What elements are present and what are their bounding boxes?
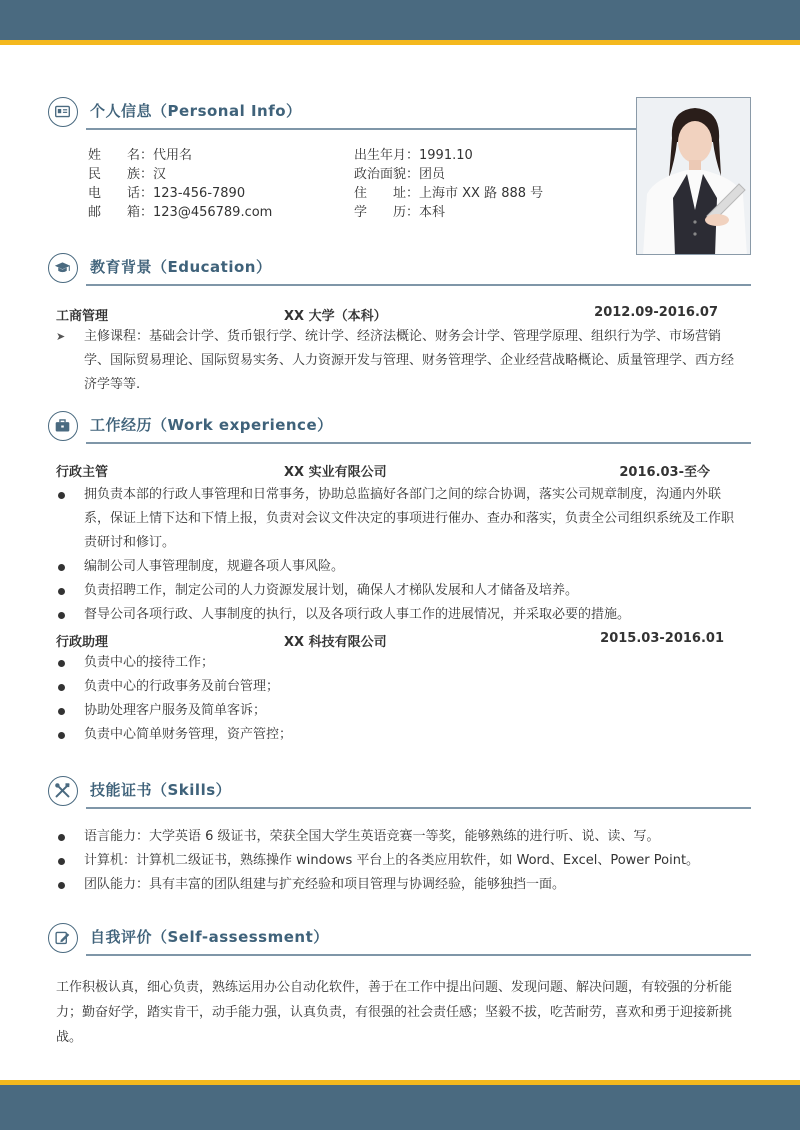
id-card-icon <box>48 97 78 127</box>
info-degree: 学 历：本科 <box>354 205 446 220</box>
info-address: 住 址：上海市 XX 路 888 号 <box>354 186 544 201</box>
duty-text: 拥负责本部的行政人事管理和日常事务，协助总监搞好各部门之间的综合协调，落实公司规章制度，沟通内外联系，保证上情下达和下情上报，负责对会议文件决定的事项进行催办、查办和落实，负责全公司组织系统及工作职责研讨和修订。 <box>84 487 735 550</box>
personal-info-rule <box>86 128 684 130</box>
education-courses: 主修课程：基础会计学、货币银行学、统计学、经济法概论、财务会计学、管理学原理、组织行为学、市场营销学、国际贸易理论、国际贸易实务、人力资源开发与管理、财务管理学、企业经营战略概论、质量管理学、西方经济学等等. <box>84 329 735 392</box>
info-birth: 出生年月：1991.10 <box>354 148 473 163</box>
list-item <box>56 675 746 699</box>
skills-list <box>56 825 746 897</box>
duty-text: 编制公司人事管理制度，规避各项人事风险。 <box>84 559 345 574</box>
list-item <box>56 699 746 723</box>
job-period: 2016.03-至今 <box>619 465 710 480</box>
duty-text: 负责招聘工作，制定公司的人力资源发展计划，确保人才梯队发展和人才储备及培养。 <box>84 583 579 598</box>
duty-text: 协助处理客户服务及简单客诉； <box>84 703 267 718</box>
self-assessment-rule <box>86 954 751 956</box>
info-ethnicity: 民 族：汉 <box>88 167 167 182</box>
list-item <box>56 483 746 555</box>
bullet-dot-icon <box>58 492 65 499</box>
education-courses-block <box>56 325 746 397</box>
bullet-dot-icon <box>58 588 65 595</box>
duty-text: 负责中心的接待工作； <box>84 655 215 670</box>
graduation-cap-icon <box>48 253 78 283</box>
education-row <box>56 305 746 323</box>
bullet-dot-icon <box>58 732 65 739</box>
work-experience-title: 工作经历（Work experience） <box>90 416 333 434</box>
list-item <box>56 825 746 849</box>
education-title: 教育背景（Education） <box>90 258 272 276</box>
list-item <box>56 723 746 747</box>
list-item <box>56 325 746 397</box>
job-duties-list <box>56 483 746 627</box>
work-experience-rule <box>86 442 751 444</box>
profile-photo <box>636 97 751 255</box>
bullet-dot-icon <box>58 564 65 571</box>
arrow-bullet-icon: ➤ <box>56 330 66 343</box>
skills-rule <box>86 807 751 809</box>
info-email: 邮 箱：123@456789.com <box>88 205 273 220</box>
education-major: 工商管理 <box>56 309 109 324</box>
education-rule <box>86 284 751 286</box>
bullet-dot-icon <box>58 612 65 619</box>
job-company: XX 科技有限公司 <box>284 635 387 650</box>
job-period: 2015.03-2016.01 <box>600 631 724 646</box>
briefcase-icon <box>48 411 78 441</box>
list-item <box>56 873 746 897</box>
info-name: 姓 名：代用名 <box>88 148 193 163</box>
job-position: 行政主管 <box>56 465 109 480</box>
info-phone: 电 话：123-456-7890 <box>88 186 246 201</box>
bullet-dot-icon <box>58 708 65 715</box>
duty-text: 负责中心简单财务管理，资产管控； <box>84 727 293 742</box>
pencil-icon <box>48 923 78 953</box>
bullet-dot-icon <box>58 684 65 691</box>
job-row <box>56 631 746 649</box>
top-band <box>0 0 800 40</box>
list-item <box>56 849 746 873</box>
list-item <box>56 579 746 603</box>
skill-text: 语言能力：大学英语 6 级证书，荣获全国大学生英语竞赛一等奖，能够熟练的进行听、说、读、写。 <box>84 829 660 844</box>
job-row <box>56 461 746 479</box>
top-accent-stripe <box>0 40 800 45</box>
duty-text: 负责中心的行政事务及前台管理； <box>84 679 280 694</box>
info-political: 政治面貌：团员 <box>354 167 446 182</box>
job-position: 行政助理 <box>56 635 109 650</box>
bullet-dot-icon <box>58 834 65 841</box>
job-company: XX 实业有限公司 <box>284 465 387 480</box>
bullet-dot-icon <box>58 858 65 865</box>
bullet-dot-icon <box>58 660 65 667</box>
skills-title: 技能证书（Skills） <box>90 781 232 799</box>
skill-text: 计算机：计算机二级证书，熟练操作 windows 平台上的各类应用软件，如 Word、Excel、Power Point。 <box>84 853 700 868</box>
list-item <box>56 555 746 579</box>
job-duties-list <box>56 651 746 747</box>
personal-info-title: 个人信息（Personal Info） <box>90 102 302 120</box>
education-school: XX 大学（本科） <box>284 309 387 324</box>
list-item <box>56 603 746 627</box>
self-assessment-text: 工作积极认真，细心负责，熟练运用办公自动化软件，善于在工作中提出问题、发现问题、解决问题，有较强的分析能力；勤奋好学，踏实肯干，动手能力强，认真负责，有很强的社会责任感；坚毅不拔，吃苦耐劳，喜欢和勇于迎接新挑战。 <box>56 980 733 1045</box>
education-period: 2012.09-2016.07 <box>594 305 718 320</box>
tools-icon <box>48 776 78 806</box>
bottom-band <box>0 1085 800 1130</box>
self-assessment-title: 自我评价（Self-assessment） <box>90 928 329 946</box>
skill-text: 团队能力：具有丰富的团队组建与扩充经验和项目管理与协调经验，能够独挡一面。 <box>84 877 566 892</box>
list-item <box>56 651 746 675</box>
duty-text: 督导公司各项行政、人事制度的执行，以及各项行政人事工作的进展情况，并采取必要的措施。 <box>84 607 631 622</box>
bullet-dot-icon <box>58 882 65 889</box>
